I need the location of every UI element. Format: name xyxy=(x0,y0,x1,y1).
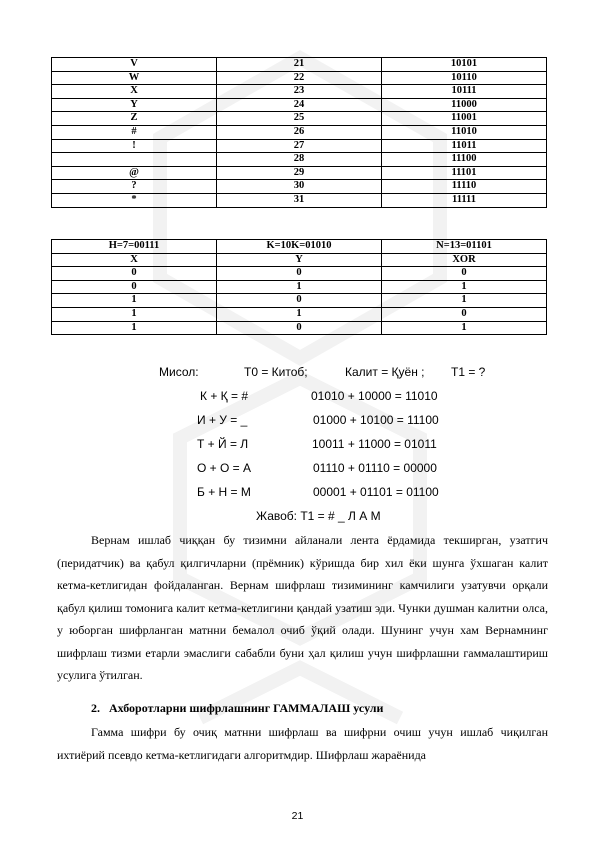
example-t1: T1 = ? xyxy=(451,365,486,379)
step-letters: О + О = А xyxy=(197,461,252,475)
table-row xyxy=(52,139,547,153)
table-cell: 0 xyxy=(217,321,382,335)
table-cell: 31 xyxy=(217,193,382,207)
heading-number: 2. xyxy=(91,701,100,715)
xor-table xyxy=(51,239,547,335)
step-letters: Б + Н = М xyxy=(197,485,251,499)
page-number: 21 xyxy=(291,810,304,822)
table-row xyxy=(52,58,547,72)
table-cell: 11011 xyxy=(382,139,547,153)
paragraph-gamma xyxy=(57,721,548,766)
table-cell: 1 xyxy=(52,321,217,335)
table-cell: 28 xyxy=(217,153,382,167)
table-cell: 23 xyxy=(217,85,382,99)
table-cell: 21 xyxy=(217,58,382,72)
step-binary: 01010 + 10000 = 11010 xyxy=(311,389,438,403)
table-row xyxy=(52,193,547,207)
table-cell: 26 xyxy=(217,125,382,139)
table-row xyxy=(52,294,547,308)
step-letters: И + У = _ xyxy=(197,413,248,427)
table-row xyxy=(52,98,547,112)
table-cell: 0 xyxy=(52,280,217,294)
subheader-cell: XOR xyxy=(382,253,547,267)
table-cell: 1 xyxy=(52,307,217,321)
table-cell: 25 xyxy=(217,112,382,126)
example-t0: T0 = Китоб; xyxy=(244,365,308,379)
table-cell: 11111 xyxy=(382,193,547,207)
table-cell: 11010 xyxy=(382,125,547,139)
table-cell: 0 xyxy=(217,267,382,281)
step-binary: 00001 + 01101 = 01100 xyxy=(313,485,439,499)
table-row xyxy=(52,166,547,180)
step-binary: 01110 + 01110 = 00000 xyxy=(313,461,437,475)
table-cell: 0 xyxy=(52,267,217,281)
table-cell: @ xyxy=(52,166,217,180)
table-cell: 1 xyxy=(382,280,547,294)
table-cell: 11000 xyxy=(382,98,547,112)
table-cell: X xyxy=(52,85,217,99)
table-cell: 29 xyxy=(217,166,382,180)
step-binary: 10011 + 11000 = 01011 xyxy=(312,437,437,451)
table-row xyxy=(52,125,547,139)
table-cell: # xyxy=(52,125,217,139)
table-cell: 24 xyxy=(217,98,382,112)
paragraph-text: Вернам ишлаб чиққан бу тизимни айланали лента ёрдамида текширган, узатгич (перидатчик) ва қабул қилгичларни (прёмник) кўришда бир хил ёки шунга ўхшаган калит кетма-кетлигидан фойдаланган. Вернам шифрлаш тизимининг камчилиги узатувчи орқали қабул қилиш томонига калит кетма-кетлигини қандай узатиш эди. Чунки душман калитни олса, у юборган шифрланган матнни бемалол очиб ўқий олади. Шунинг учун хам Вернамнинг шифрлаш тизми етарли эмаслиги сабабли буни ҳал қилиш учун шифрлашни гаммалаштириш усулига ўтилган. xyxy=(57,533,548,682)
table-cell: ! xyxy=(52,139,217,153)
table-cell: 10101 xyxy=(382,58,547,72)
header-cell: K=10K=01010 xyxy=(217,240,382,254)
step-binary: 01000 + 10100 = 11100 xyxy=(313,413,439,427)
table-cell: V xyxy=(52,58,217,72)
paragraph-vernam xyxy=(57,529,548,687)
table-row xyxy=(52,321,547,335)
table-row xyxy=(52,71,547,85)
table-cell: 1 xyxy=(217,280,382,294)
table-row xyxy=(52,153,547,167)
table-cell: ? xyxy=(52,180,217,194)
table-cell: 0 xyxy=(382,267,547,281)
table-cell xyxy=(52,153,217,167)
subheader-cell: X xyxy=(52,253,217,267)
table-cell: Z xyxy=(52,112,217,126)
table-cell: 1 xyxy=(382,294,547,308)
table-cell: 10110 xyxy=(382,71,547,85)
binary-code-table xyxy=(51,57,547,208)
table-cell: 0 xyxy=(217,294,382,308)
table-cell: 1 xyxy=(52,294,217,308)
subheader-cell: Y xyxy=(217,253,382,267)
step-letters: К + Қ = # xyxy=(200,389,249,403)
header-cell: H=7=00111 xyxy=(52,240,217,254)
table-cell: 11100 xyxy=(382,153,547,167)
section-heading xyxy=(91,701,383,716)
table-cell: 1 xyxy=(382,321,547,335)
table-row xyxy=(52,180,547,194)
table-cell: 0 xyxy=(382,307,547,321)
table-cell: 27 xyxy=(217,139,382,153)
table-cell: Y xyxy=(52,98,217,112)
table-cell: 11101 xyxy=(382,166,547,180)
table-cell: W xyxy=(52,71,217,85)
step-letters: Т + Й = Л xyxy=(197,437,249,451)
xor-table-subheader-row xyxy=(52,253,547,267)
table-cell: 22 xyxy=(217,71,382,85)
table-row xyxy=(52,112,547,126)
table-row xyxy=(52,267,547,281)
table-cell: 10111 xyxy=(382,85,547,99)
xor-table-header-row xyxy=(52,240,547,254)
table-cell: 11110 xyxy=(382,180,547,194)
example-answer: Жавоб: T1 = # _ Л А М xyxy=(256,509,381,523)
table-cell: 30 xyxy=(217,180,382,194)
example-label: Мисол: xyxy=(159,365,199,379)
example-key: Калит = Қуён ; xyxy=(345,365,425,379)
table-cell: * xyxy=(52,193,217,207)
heading-text: Ахборотларни шифрлашнинг ГАММАЛАШ усули xyxy=(109,701,384,715)
table-row xyxy=(52,307,547,321)
paragraph-text: Гамма шифри бу очиқ матнни шифрлаш ва шифрни очиш учун ишлаб чиқилган ихтиёрий псевдо кетма-кетлигидаги алгоритмдир. Шифрлаш жараёнида xyxy=(57,725,548,762)
table-cell: 11001 xyxy=(382,112,547,126)
table-cell: 1 xyxy=(217,307,382,321)
header-cell: N=13=01101 xyxy=(382,240,547,254)
table-row xyxy=(52,85,547,99)
table-row xyxy=(52,280,547,294)
